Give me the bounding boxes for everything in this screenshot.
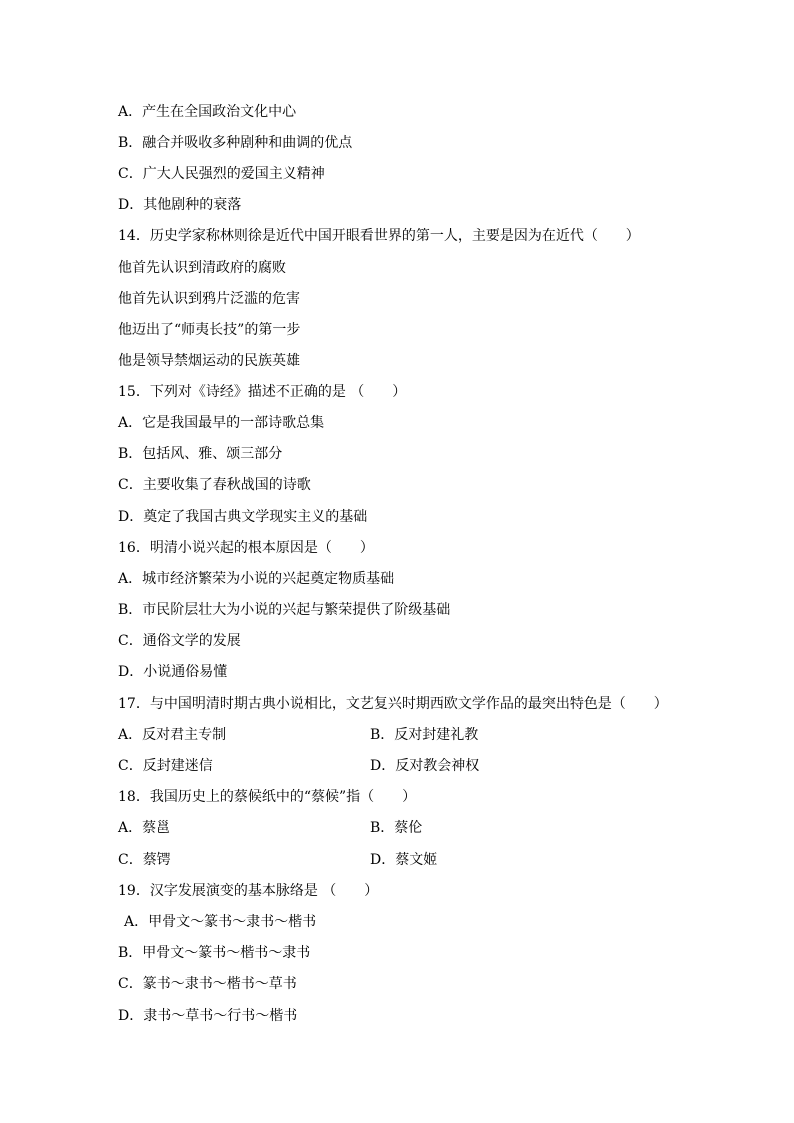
q14-option-4: 他是领导禁烟运动的民族英雄: [118, 353, 300, 369]
q17-option-d: D．反对教会神权: [370, 758, 480, 774]
q16-option-a: A．城市经济繁荣为小说的兴起奠定物质基础: [118, 571, 395, 587]
q15-stem: 15．下列对《诗经》描述不正确的是 （ ）: [118, 384, 407, 400]
q18-option-d: D．蔡文姬: [370, 852, 438, 868]
q15-option-d: D．奠定了我国古典文学现实主义的基础: [118, 509, 368, 525]
q17-option-c: C．反封建迷信: [118, 758, 213, 774]
q18-option-b: B．蔡伦: [370, 820, 423, 836]
q14-stem: 14．历史学家称林则徐是近代中国开眼看世界的第一人，主要是因为在近代（ ）: [118, 228, 640, 244]
q17-option-b: B．反对封建礼教: [370, 727, 479, 743]
q15-option-b: B．包括风、雅、颂三部分: [118, 446, 283, 462]
q19-option-c: C．篆书～隶书～楷书～草书: [118, 976, 297, 992]
q15-option-a: A．它是我国最早的一部诗歌总集: [118, 415, 325, 431]
q13-option-a: A．产生在全国政治文化中心: [118, 104, 297, 120]
q14-option-3: 他迈出了“师夷长技”的第一步: [118, 322, 301, 338]
q17-stem: 17．与中国明清时期古典小说相比，文艺复兴时期西欧文学作品的最突出特色是（ ）: [118, 696, 668, 712]
q18-option-c: C．蔡锷: [118, 852, 171, 868]
q18-stem: 18．我国历史上的蔡候纸中的“蔡候”指（ ）: [118, 789, 417, 805]
q13-option-d: D．其他剧种的衰落: [118, 197, 242, 213]
q18-option-a: A．蔡邕: [118, 820, 171, 836]
q19-stem: 19．汉字发展演变的基本脉络是 （ ）: [118, 883, 379, 899]
q16-option-c: C．通俗文学的发展: [118, 633, 241, 649]
q16-option-d: D．小说通俗易懂: [118, 664, 228, 680]
q14-option-1: 他首先认识到清政府的腐败: [118, 260, 286, 276]
q15-option-c: C．主要收集了春秋战国的诗歌: [118, 477, 311, 493]
q14-option-2: 他首先认识到鸦片泛滥的危害: [118, 291, 300, 307]
q19-option-a: A．甲骨文～篆书～隶书～楷书: [124, 914, 317, 930]
q13-option-c: C．广大人民强烈的爱国主义精神: [118, 166, 325, 182]
q16-stem: 16．明清小说兴起的根本原因是（ ）: [118, 540, 374, 556]
q16-option-b: B．市民阶层壮大为小说的兴起与繁荣提供了阶级基础: [118, 602, 451, 618]
q13-option-b: B．融合并吸收多种剧种和曲调的优点: [118, 135, 353, 151]
q17-option-a: A．反对君主专制: [118, 727, 227, 743]
q19-option-b: B．甲骨文～篆书～楷书～隶书: [118, 945, 311, 961]
q19-option-d: D．隶书～草书～行书～楷书: [118, 1008, 298, 1024]
